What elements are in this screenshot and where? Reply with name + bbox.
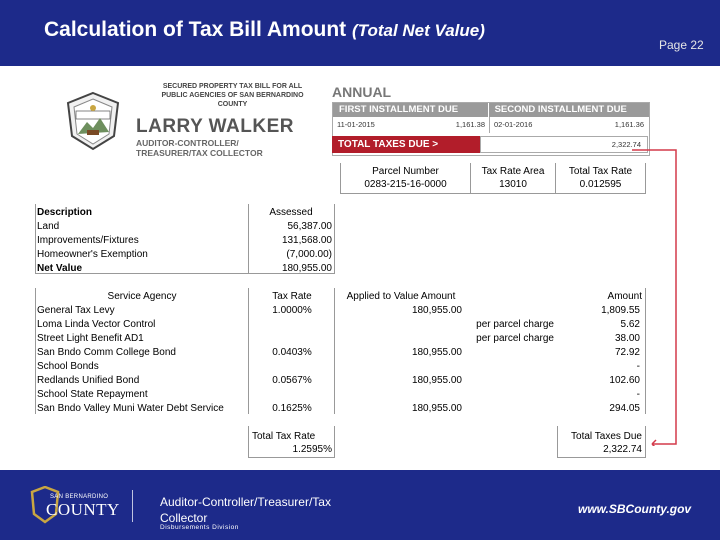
- total-rate-left-border: [248, 426, 249, 458]
- total-taxes-due-label: [332, 136, 480, 153]
- agency-name: General Tax Levy: [37, 305, 115, 316]
- agency-name: San Bndo Comm College Bond: [37, 347, 176, 358]
- description-header: Description: [37, 207, 93, 218]
- tax-rate-header: Tax Rate: [272, 291, 312, 302]
- bill-officer-title: [136, 138, 263, 158]
- value-row-amount: (7,000.00): [286, 249, 332, 260]
- value-row-desc: Net Value: [37, 263, 83, 274]
- total-taxes-arrow: >: [432, 139, 439, 150]
- title-main: Calculation of Tax Bill Amount: [44, 18, 347, 41]
- values-table-right-border: [334, 204, 335, 274]
- bill-header-text: SECURED PROPERTY TAX BILL FOR ALL PUBLIC AGENCIES OF SAN BERNARDINO COUNTY: [161, 83, 304, 108]
- agency-table-border-2: [334, 288, 335, 414]
- applied-value-header: Applied to Value Amount: [346, 291, 456, 302]
- agency-amount: 294.05: [609, 403, 640, 414]
- agency-applied-value: 180,955.00: [411, 403, 462, 414]
- agency-table-left-border: [35, 288, 36, 414]
- second-installment-amount: 1,161.36: [614, 120, 644, 129]
- agency-amount: 5.62: [620, 319, 640, 330]
- first-installment-date: 11-01-2015: [337, 120, 375, 129]
- county-seal-icon: [62, 90, 124, 152]
- agency-amount: -: [636, 361, 640, 372]
- total-rate-bottom-rule: [248, 457, 335, 458]
- slide-title: [44, 18, 485, 42]
- agency-name: San Bndo Valley Muni Water Debt Service: [37, 403, 224, 414]
- agency-tax-rate: 0.0403%: [272, 347, 312, 358]
- agency-name: Redlands Unified Bond: [37, 375, 140, 386]
- agency-amount: 102.60: [609, 375, 640, 386]
- first-installment-label: FIRST INSTALLMENT DUE: [333, 103, 489, 117]
- tax-rate-area-value: 13010: [499, 179, 527, 190]
- second-installment-label: SECOND INSTALLMENT DUE: [489, 103, 649, 117]
- parcel-bottom-rule: [340, 193, 646, 194]
- agency-amount: 38.00: [614, 333, 640, 344]
- agency-amount: -: [636, 389, 640, 400]
- agency-amount: 1,809.55: [601, 305, 640, 316]
- total-due-bottom-rule: [557, 457, 646, 458]
- total-rate-right-border: [334, 426, 335, 458]
- total-taxes-due-amount: 2,322.74: [480, 136, 648, 153]
- page-number: Page 22: [659, 38, 704, 52]
- agency-note: per parcel charge: [476, 319, 554, 330]
- total-taxes-due-footer-value: 2,322.74: [603, 444, 642, 455]
- footer-divider: [132, 490, 133, 522]
- value-row-desc: Improvements/Fixtures: [37, 235, 139, 246]
- value-row-desc: Homeowner's Exemption: [37, 249, 148, 260]
- title-subtitle: (Total Net Value): [352, 21, 485, 40]
- tax-rate-area-label: Tax Rate Area: [481, 166, 545, 177]
- installment-values-row: [333, 117, 649, 133]
- value-row-amount: 56,387.00: [287, 221, 332, 232]
- agency-note: per parcel charge: [476, 333, 554, 344]
- agency-name: Street Light Benefit AD1: [37, 333, 144, 344]
- total-taxes-due-footer-label: Total Taxes Due: [571, 431, 642, 442]
- bill-title-line2: TREASURER/TAX COLLECTOR: [136, 148, 263, 158]
- second-installment-date: 02-01-2016: [494, 120, 533, 129]
- agency-name: School Bonds: [37, 361, 99, 372]
- parcel-number-label: Parcel Number: [372, 166, 439, 177]
- bill-officer-name: LARRY WALKER: [136, 116, 294, 137]
- total-tax-rate-footer-value: 1.2595%: [292, 444, 332, 455]
- agency-table-border-1: [248, 288, 249, 414]
- agency-name: Loma Linda Vector Control: [37, 319, 156, 330]
- total-tax-rate-footer-label: Total Tax Rate: [252, 431, 316, 442]
- service-agency-header: Service Agency: [107, 291, 177, 302]
- agency-applied-value: 180,955.00: [411, 375, 462, 386]
- agency-tax-rate: 0.1625%: [272, 403, 312, 414]
- total-taxes-label-text: TOTAL TAXES DUE: [338, 139, 430, 150]
- agency-amount: 72.92: [614, 347, 640, 358]
- bill-annual-label: ANNUAL: [332, 84, 392, 100]
- agency-tax-rate: 1.0000%: [272, 305, 312, 316]
- parcel-number-value: 0283-215-16-0000: [364, 179, 447, 190]
- agency-applied-value: 180,955.00: [411, 347, 462, 358]
- red-bracket-connector: [630, 148, 678, 446]
- value-row-amount: 131,568.00: [281, 235, 332, 246]
- bill-title-line1: AUDITOR-CONTROLLER/: [136, 138, 239, 148]
- value-row-desc: Land: [37, 221, 60, 232]
- total-taxes-due-row: [332, 136, 648, 153]
- amount-header: Amount: [607, 291, 642, 302]
- footer-website-link[interactable]: www.SBCounty.gov: [578, 502, 692, 516]
- value-row-amount: 180,955.00: [281, 263, 332, 274]
- tax-bill-image: [60, 80, 650, 172]
- agency-applied-value: 180,955.00: [411, 305, 462, 316]
- installment-header-row: [333, 103, 649, 117]
- values-table-left-border: [35, 204, 36, 274]
- footer-department: Auditor-Controller/Treasurer/Tax Collector: [160, 495, 331, 525]
- county-logo-small: SAN BERNARDINO: [50, 494, 109, 500]
- agency-name: School State Repayment: [37, 389, 148, 400]
- county-logo-text: COUNTY: [46, 500, 120, 519]
- values-table-mid-border: [248, 204, 249, 274]
- total-tax-rate-label: Total Tax Rate: [568, 166, 633, 177]
- first-installment-amount: 1,161.38: [429, 117, 490, 133]
- total-tax-rate-value: 0.012595: [579, 179, 622, 190]
- agency-tax-rate: 0.0567%: [272, 375, 312, 386]
- footer-division: Disbursements Division: [160, 524, 239, 531]
- assessed-header: Assessed: [269, 207, 313, 218]
